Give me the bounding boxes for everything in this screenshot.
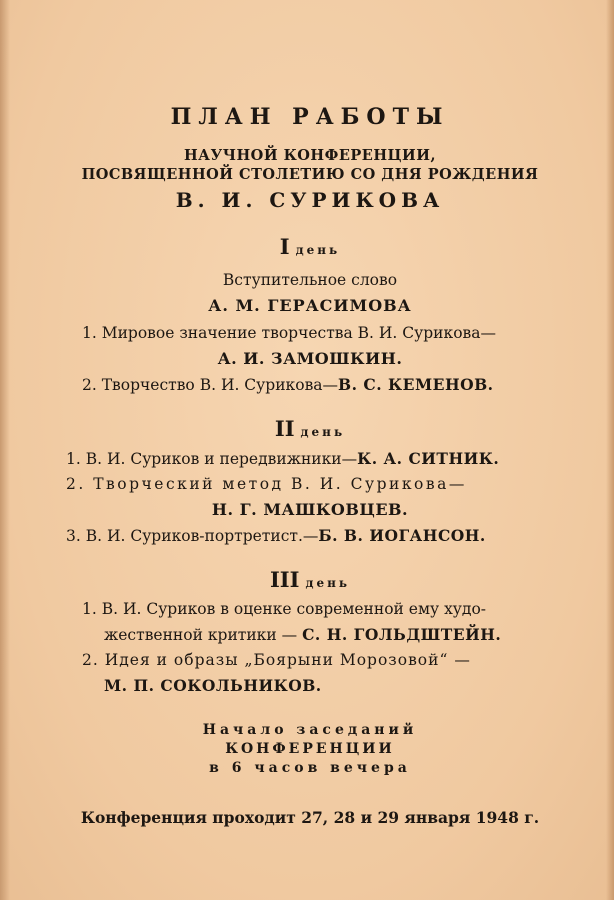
talk-speaker: С. Н. ГОЛЬДШТЕЙН. xyxy=(302,625,502,644)
day-1-list xyxy=(60,321,560,398)
start-line-1: Начало заседаний xyxy=(202,722,418,738)
intro-speaker: А. М. ГЕРАСИМОВА xyxy=(208,296,412,315)
intro-text: Вступительное слово xyxy=(222,271,398,289)
talk-title: 1. В. И. Суриков в оценке современной ему худо- xyxy=(82,600,487,618)
page-edge-shadow xyxy=(606,0,614,900)
talk-speaker: Н. Г. МАШКОВЦЕВ. xyxy=(211,500,409,519)
day-2-heading xyxy=(60,416,560,444)
start-line-2: КОНФЕРЕНЦИИ xyxy=(225,741,395,757)
conference-dates: Конференция проходит 27, 28 и 29 января 1948 г. xyxy=(80,808,540,827)
list-item xyxy=(66,446,560,472)
list-item xyxy=(82,648,560,673)
list-item xyxy=(82,597,560,622)
list-item xyxy=(82,321,560,346)
day-3-list xyxy=(60,597,560,699)
talk-title: 2. Творческий метод В. И. Сурикова— xyxy=(66,475,467,493)
day-label: день xyxy=(305,576,351,590)
document-title: ПЛАН РАБОТЫ xyxy=(170,104,450,130)
talk-title: 2. Идея и образы „Боярыни Морозовой“ — xyxy=(82,651,471,669)
talk-title: 1. Мировое значение творчества В. И. Сурикова— xyxy=(82,324,496,342)
page-edge-shadow xyxy=(0,0,10,900)
day-1-heading xyxy=(60,234,560,262)
talk-title: 1. В. И. Суриков и передвижники— xyxy=(66,450,358,468)
honoree-name: В. И. СУРИКОВА xyxy=(175,188,445,212)
talk-speaker: А. И. ЗАМОШКИН. xyxy=(217,349,403,368)
talk-speaker: Б. В. ИОГАНСОН. xyxy=(318,526,486,545)
day-label: день xyxy=(300,425,346,439)
list-item xyxy=(104,622,560,648)
day-label: день xyxy=(295,243,341,257)
day-2-list xyxy=(60,446,560,549)
list-item xyxy=(82,372,560,398)
talk-speaker: В. С. КЕМЕНОВ. xyxy=(338,375,494,394)
talk-speaker: К. А. СИТНИК. xyxy=(357,449,500,468)
talk-title: 3. В. И. Суриков-портретист.— xyxy=(66,527,319,545)
talk-title: 2. Творчество В. И. Сурикова— xyxy=(82,376,339,394)
list-item xyxy=(66,523,560,549)
day-3-heading xyxy=(60,567,560,595)
list-item xyxy=(66,472,560,497)
talk-speaker: М. П. СОКОЛЬНИКОВ. xyxy=(104,676,322,695)
list-item xyxy=(104,673,560,699)
start-line-3: в 6 часов вечера xyxy=(209,760,411,776)
program-document xyxy=(60,100,560,827)
subtitle-line-2: ПОСВЯЩЕННОЙ СТОЛЕТИЮ СО ДНЯ РОЖДЕНИЯ xyxy=(81,166,539,183)
day-numeral: III xyxy=(269,567,300,592)
talk-title-continued: жественной критики — xyxy=(104,626,303,644)
day-numeral: I xyxy=(279,234,290,259)
subtitle-line-1: НАУЧНОЙ КОНФЕРЕНЦИИ, xyxy=(183,147,437,164)
day-numeral: II xyxy=(274,416,295,441)
